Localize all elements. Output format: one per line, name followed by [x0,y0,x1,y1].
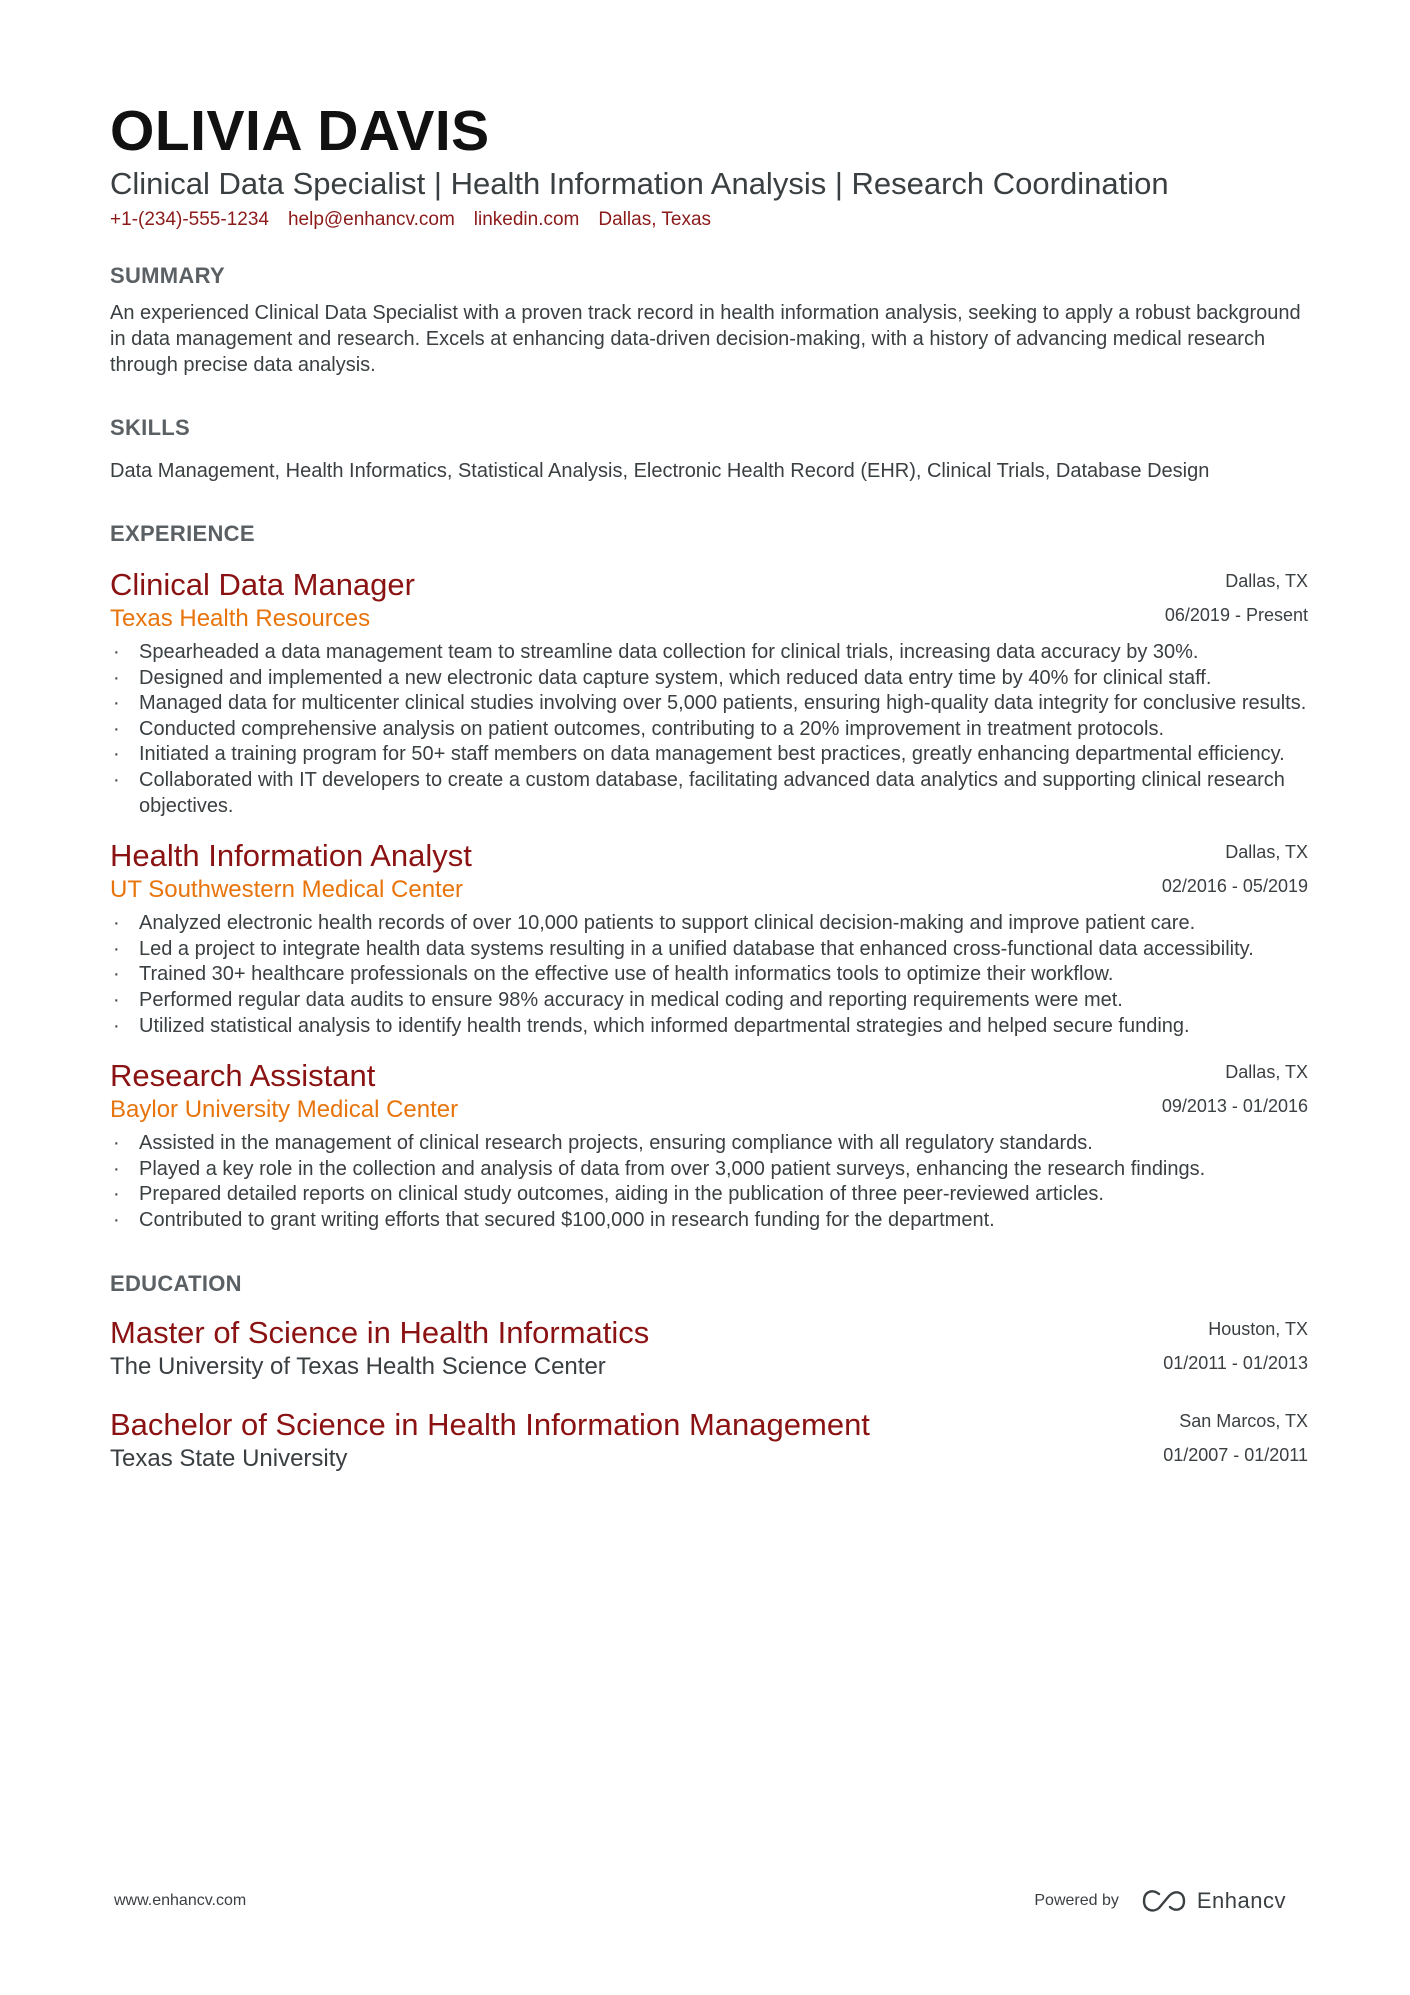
footer-website-link[interactable]: www.enhancv.com [114,1892,247,1909]
footer-branding [1034,1888,1286,1914]
job-bullet: · Prepared detailed reports on clinical study outcomes, aiding in the publication of three peer-reviewed articles. [110,1182,1308,1208]
job-bullet: · Managed data for multicenter clinical studies involving over 5,000 patients, ensuring high-quality data integrity for conclusive results. [110,691,1308,717]
candidate-headline: Clinical Data Specialist | Health Information Analysis | Research Coordination [110,166,1169,201]
school-name: The University of Texas Health Science Center [110,1352,606,1380]
contact-info [110,208,1308,232]
job-bullet: · Utilized statistical analysis to identify health trends, which informed departmental strategies and helped secure funding. [110,1014,1308,1040]
job-bullet: · Led a project to integrate health data systems resulting in a unified database that enhanced cross-functional data accessibility. [110,937,1308,963]
brand-name: Enhancv [1196,1888,1286,1913]
summary-title: SUMMARY [110,263,225,288]
powered-by-label: Powered by [1034,1892,1119,1909]
contact-phone[interactable]: +1-(234)-555-1234 [110,209,269,230]
experience-entry-header [110,837,1308,905]
job-dates: 02/2016 - 05/2019 [1161,876,1308,897]
education-entry [110,1406,1308,1474]
candidate-name: OLIVIA DAVIS [110,99,490,163]
experience-entry [110,1057,1308,1233]
education-section [110,1270,1308,1474]
job-location: Dallas, TX [1225,1062,1308,1083]
degree-title: Master of Science in Health Informatics [110,1314,650,1350]
skills-title: SKILLS [110,415,191,440]
page-footer [114,1888,1286,1918]
contact-linkedin[interactable]: linkedin.com [473,209,580,230]
experience-title: EXPERIENCE [110,521,255,546]
resume-content [110,98,1308,1474]
experience-entry-header [110,1057,1308,1125]
job-bullet: · Trained 30+ healthcare professionals on the effective use of health informatics tools to optimize their workflow. [110,962,1308,988]
enhancv-logo-icon [1141,1888,1187,1914]
skills-text: Data Management, Health Informatics, Statistical Analysis, Electronic Health Record (EHR), Clinical Trials, Database Design [110,460,1210,482]
school-location: Houston, TX [1208,1318,1308,1339]
job-bullets [110,1131,1308,1233]
brand-logo[interactable] [1141,1888,1286,1914]
degree-title: Bachelor of Science in Health Information Management [110,1406,870,1442]
job-bullet: · Analyzed electronic health records of over 10,000 patients to support clinical decision-making and improve patient care. [110,911,1308,937]
job-bullet: · Performed regular data audits to ensure 98% accuracy in medical coding and reporting requirements were met. [110,988,1308,1014]
contact-email[interactable]: help@enhancv.com [287,209,455,230]
company-name: UT Southwestern Medical Center [110,876,464,904]
education-dates: 01/2011 - 01/2013 [1163,1352,1308,1373]
job-dates: 09/2013 - 01/2016 [1161,1096,1308,1117]
job-location: Dallas, TX [1225,571,1308,591]
job-bullet: · Initiated a training program for 50+ staff members on data management best practices, greatly enhancing departmental efficiency. [110,742,1308,768]
contact-location: Dallas, Texas [598,209,712,230]
job-bullet: · Conducted comprehensive analysis on patient outcomes, contributing to a 20% improvement in treatment protocols. [110,717,1308,743]
job-location: Dallas, TX [1225,842,1308,863]
skills-section [110,414,1308,484]
job-bullet: · Assisted in the management of clinical research projects, ensuring compliance with all regulatory standards. [110,1131,1308,1157]
company-name: Baylor University Medical Center [110,1096,459,1124]
education-entry [110,1314,1308,1382]
job-dates: 06/2019 - Present [1164,605,1308,625]
job-bullet: · Spearheaded a data management team to streamline data collection for clinical trials, increasing data accuracy by 30%. [110,640,1308,666]
experience-section [110,520,1308,1234]
job-bullet: · Designed and implemented a new electronic data capture system, which reduced data entry time by 40% for clinical staff. [110,666,1308,692]
experience-entry [110,566,1308,819]
job-title: Research Assistant [110,1058,376,1094]
school-location: San Marcos, TX [1179,1410,1308,1431]
job-bullet: · Collaborated with IT developers to create a custom database, facilitating advanced data analytics and supporting clinical research objectives. [110,768,1308,819]
job-title: Health Information Analyst [110,838,472,874]
education-dates: 01/2007 - 01/2011 [1163,1444,1308,1465]
summary-text: An experienced Clinical Data Specialist with a proven track record in health information analysis, seeking to apply a robust background in data management and research. Excels at enhancing data-driven decision-making, with a history of advancing medical research through precise data analysis. [110,302,1301,376]
job-bullets [110,640,1308,819]
education-title: EDUCATION [110,1270,242,1296]
experience-entry-header [110,566,1308,634]
company-name: Texas Health Resources [110,605,371,632]
job-bullet: · Played a key role in the collection and analysis of data from over 3,000 patient surveys, enhancing the research findings. [110,1157,1308,1183]
summary-section [110,262,1308,378]
job-bullets [110,911,1308,1039]
job-title: Clinical Data Manager [110,567,415,602]
school-name: Texas State University [110,1444,348,1472]
experience-entry [110,837,1308,1039]
job-bullet: · Contributed to grant writing efforts that secured $100,000 in research funding for the department. [110,1208,1308,1234]
resume-header [110,98,1308,232]
